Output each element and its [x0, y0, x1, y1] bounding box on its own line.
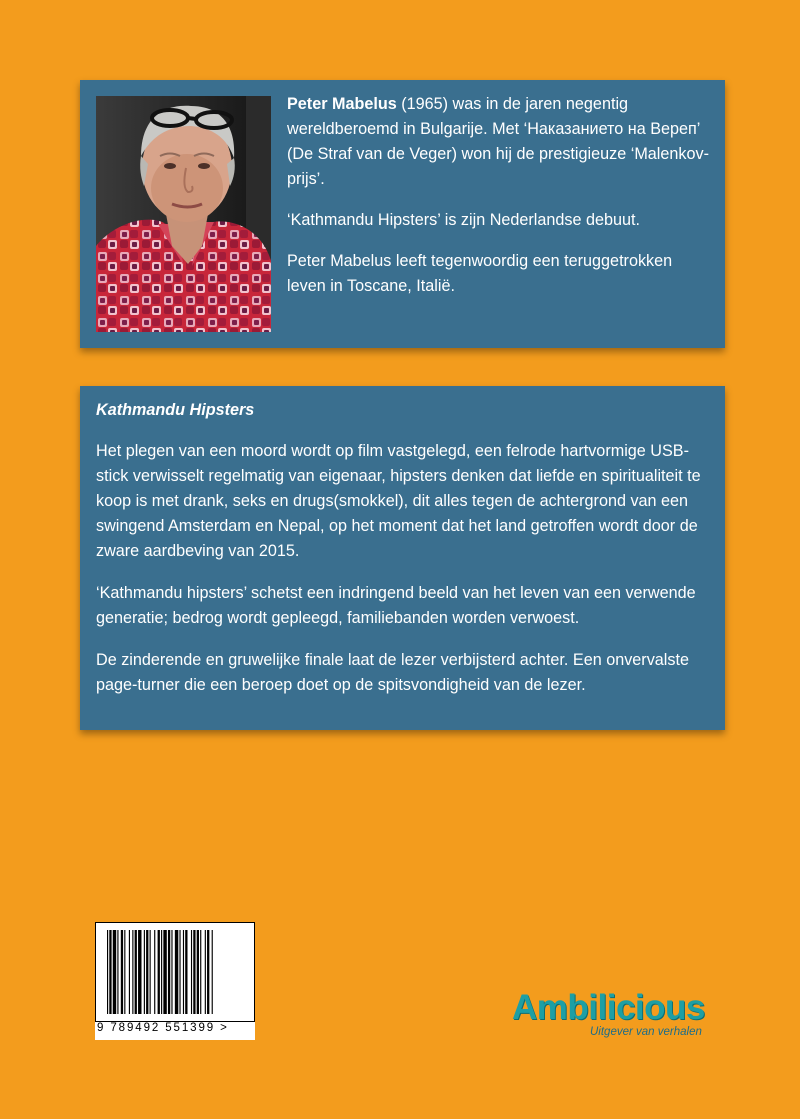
barcode-bar — [161, 930, 162, 1014]
author-debut-paragraph: ‘Kathmandu Hipsters’ is zijn Nederlandse debuut. — [287, 211, 641, 229]
barcode-bar — [129, 930, 130, 1014]
barcode-bar — [175, 930, 178, 1014]
barcode-bar — [132, 930, 133, 1014]
author-intro-text: (1965) was in de jaren negentig wereldberoemd in Bulgarije. Met ‘Наказанието на Вереп’ (De Straf van de Veger) won hij de prestigieuze ‘Malenkov-prijs’. — [287, 95, 709, 188]
author-bio — [287, 92, 712, 315]
barcode-bar — [207, 930, 209, 1014]
barcode-bar — [135, 930, 137, 1014]
barcode-bar — [107, 930, 108, 1014]
barcode-bar — [117, 930, 118, 1014]
barcode-bar — [113, 930, 116, 1014]
author-residence-paragraph: Peter Mabelus leeft tegenwoordig een teruggetrokken leven in Toscane, Italië. — [287, 252, 673, 295]
publisher-tagline: Uitgever van verhalen — [590, 1026, 702, 1038]
synopsis-panel — [80, 386, 725, 730]
publisher-logo — [512, 988, 722, 1048]
barcode-bar — [171, 930, 172, 1014]
barcode-bar — [205, 930, 206, 1014]
barcode-bar — [183, 930, 184, 1014]
barcode-bar — [109, 930, 111, 1014]
barcode-bar — [200, 930, 201, 1014]
barcode-bar — [212, 930, 213, 1014]
barcode-bar — [144, 930, 145, 1014]
barcode-bar — [138, 930, 141, 1014]
author-intro-paragraph — [287, 92, 712, 192]
barcode-bar — [146, 930, 148, 1014]
synopsis-paragraph-1: Het plegen van een moord wordt op film vastgelegd, een felrode hartvormige USB-stick verwisselt regelmatig van eigenaar, hipsters denken dat liefde en spiritualiteit te koop is met drank, seks en drugs(smokkel), dit alles tegen de achtergrond van een swingend Amsterdam en Nepal, op het moment dat het land getroffen wordt door de zware aardbeving van 2015. — [96, 442, 701, 560]
book-title: Kathmandu Hipsters — [96, 401, 255, 419]
barcode-bar — [150, 930, 151, 1014]
author-name: Peter Mabelus — [287, 95, 397, 113]
barcode-bar — [121, 930, 123, 1014]
synopsis-paragraph-3: De zinderende en gruwelijke finale laat de lezer verbijsterd achter. Een onvervalste page-turner die een beroep doet op de spitsvondigheid van de lezer. — [96, 651, 689, 694]
author-panel — [80, 80, 725, 348]
barcode-bar — [193, 930, 195, 1014]
barcode-bar — [124, 930, 125, 1014]
synopsis-body — [96, 398, 711, 715]
barcode-bar — [197, 930, 199, 1014]
barcode-bar — [191, 930, 192, 1014]
barcode-bar — [158, 930, 160, 1014]
author-photo — [96, 96, 271, 332]
barcode-bar — [179, 930, 180, 1014]
isbn-barcode — [95, 922, 255, 1040]
isbn-number: 9 789492 551399 > — [97, 1022, 229, 1034]
publisher-name: Ambilicious — [512, 988, 705, 1027]
barcode-bar — [154, 930, 155, 1014]
barcode-bar — [185, 930, 187, 1014]
barcode-bars — [95, 922, 255, 1022]
synopsis-paragraph-2: ‘Kathmandu hipsters’ schetst een indringend beeld van het leven van een verwende generatie; bedrog wordt gepleegd, familiebanden worden verwoest. — [96, 584, 696, 627]
barcode-bar — [163, 930, 166, 1014]
barcode-bar — [168, 930, 170, 1014]
